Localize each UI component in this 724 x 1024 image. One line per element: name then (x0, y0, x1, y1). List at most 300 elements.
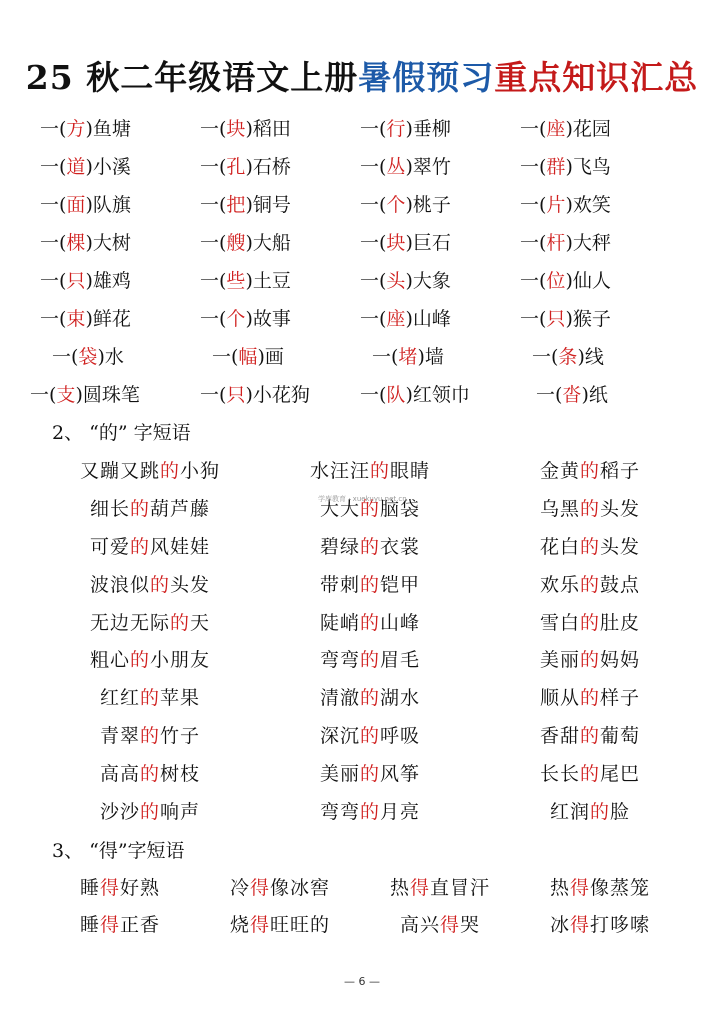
measure-word-item (40, 342, 200, 369)
section-heading-dei: 3、 “得”字短语 (52, 840, 185, 862)
measure-word-item (360, 380, 520, 407)
phrase-modifier: 沙沙 (99, 800, 140, 823)
particle-de: 的 (159, 460, 180, 483)
phrase-noun: 眼睛 (390, 460, 431, 483)
measure-word-noun: )小花狗 (245, 383, 310, 406)
phrase-noun: 头发 (170, 573, 211, 596)
measure-word-noun: )猴子 (565, 307, 611, 330)
measure-word-row (40, 298, 700, 336)
measure-word-answer: 座 (546, 117, 566, 140)
phrase-verb: 热 (389, 877, 410, 899)
phrase-item (480, 494, 700, 521)
measure-word-item (40, 152, 200, 179)
phrase-noun: 山峰 (380, 611, 421, 634)
phrase-row (40, 527, 700, 565)
measure-word-prefix: 一( (52, 345, 79, 368)
measure-word-row (40, 222, 700, 260)
title-part-grade: 25 秋二年级语文上册 (25, 58, 359, 97)
phrase-complement: 打哆嗦 (590, 914, 651, 936)
phrase-modifier: 陡峭 (319, 611, 360, 634)
measure-word-answer: 片 (546, 193, 566, 216)
measure-word-answer: 幅 (238, 345, 258, 368)
phrase-item (480, 759, 700, 786)
phrase-item (40, 683, 260, 710)
measure-word-answer: 艘 (226, 231, 246, 254)
measure-word-noun: )山峰 (405, 307, 451, 330)
phrase-complement: 像蒸笼 (590, 877, 651, 899)
phrase-verb: 热 (549, 877, 570, 899)
measure-word-prefix: 一( (40, 193, 67, 216)
measure-word-answer: 支 (56, 383, 76, 406)
measure-word-row (40, 146, 700, 184)
phrase-row (40, 868, 700, 905)
phrase-row (40, 753, 700, 791)
phrase-noun: 妈妈 (600, 649, 641, 672)
phrase-item (40, 570, 260, 597)
phrase-modifier: 美丽 (319, 762, 360, 785)
particle-de: 的 (359, 498, 380, 521)
measure-word-noun: )雄鸡 (85, 269, 131, 292)
measure-word-item (520, 228, 680, 255)
particle-de: 的 (579, 535, 600, 558)
phrase-complement: 旺旺的 (270, 914, 331, 936)
measure-word-item (200, 228, 360, 255)
phrase-modifier: 红润 (549, 800, 590, 823)
phrase-modifier: 青翠 (99, 724, 140, 747)
title-part-summary: 重点知识汇总 (494, 58, 699, 97)
phrase-modifier: 顺从 (539, 687, 580, 710)
phrase-modifier: 金黄 (539, 460, 580, 483)
measure-word-noun: )大秤 (565, 231, 611, 254)
phrase-modifier: 花白 (539, 535, 580, 558)
measure-word-item (200, 304, 360, 331)
measure-word-item (40, 114, 200, 141)
measure-word-noun: )大树 (85, 231, 131, 254)
phrase-item (200, 910, 360, 937)
phrase-noun: 铠甲 (380, 573, 421, 596)
phrase-item (260, 721, 480, 748)
phrase-noun: 树枝 (160, 762, 201, 785)
particle-de: 的 (359, 573, 380, 596)
measure-word-noun: )仙人 (565, 269, 611, 292)
page-title (0, 52, 724, 99)
phrase-noun: 响声 (160, 800, 201, 823)
dei-phrase-grid (40, 868, 700, 942)
particle-de: 的 (359, 800, 380, 823)
particle-dei: 得 (409, 877, 430, 899)
measure-word-item (40, 228, 200, 255)
measure-word-noun: )土豆 (245, 269, 291, 292)
phrase-complement: 哭 (460, 914, 481, 936)
measure-word-answer: 堵 (398, 345, 418, 368)
phrase-item (480, 608, 700, 635)
particle-de: 的 (359, 611, 380, 634)
measure-word-prefix: 一( (360, 155, 387, 178)
page-number: — 6 — (344, 975, 380, 988)
phrase-noun: 风筝 (380, 762, 421, 785)
phrase-item (480, 570, 700, 597)
phrase-noun: 葡萄 (600, 724, 641, 747)
measure-word-answer: 只 (66, 269, 86, 292)
phrase-modifier: 欢乐 (539, 573, 580, 596)
measure-word-answer: 面 (66, 193, 86, 216)
phrase-verb: 睡 (79, 914, 100, 936)
particle-de: 的 (139, 762, 160, 785)
phrase-modifier: 红红 (99, 687, 140, 710)
measure-word-row (40, 184, 700, 222)
particle-de: 的 (359, 724, 380, 747)
measure-word-noun: )圆珠笔 (75, 383, 140, 406)
phrase-modifier: 清澈 (319, 687, 360, 710)
phrase-noun: 小狗 (180, 460, 221, 483)
phrase-noun: 小朋友 (150, 649, 211, 672)
measure-word-item (360, 152, 520, 179)
measure-word-prefix: 一( (520, 307, 547, 330)
measure-word-item (520, 304, 680, 331)
phrase-noun: 衣裳 (380, 535, 421, 558)
measure-word-noun: )飞鸟 (565, 155, 611, 178)
phrase-noun: 呼吸 (380, 724, 421, 747)
phrase-modifier: 粗心 (89, 649, 130, 672)
measure-word-item (520, 380, 670, 407)
phrase-item (40, 797, 260, 824)
particle-de: 的 (579, 611, 600, 634)
measure-word-noun: )大象 (405, 269, 451, 292)
measure-word-answer: 块 (386, 231, 406, 254)
particle-de: 的 (579, 687, 600, 710)
measure-word-item (200, 342, 360, 369)
measure-word-prefix: 一( (520, 117, 547, 140)
phrase-modifier: 长长 (539, 762, 580, 785)
phrase-modifier: 又蹦又跳 (79, 460, 160, 483)
measure-word-item (520, 342, 680, 369)
particle-de: 的 (359, 535, 380, 558)
measure-word-prefix: 一( (532, 345, 559, 368)
measure-word-answer: 只 (226, 383, 246, 406)
phrase-modifier: 细长 (89, 498, 130, 521)
particle-de: 的 (579, 762, 600, 785)
phrase-noun: 尾巴 (600, 762, 641, 785)
measure-word-row (40, 336, 700, 374)
measure-word-row (40, 108, 700, 146)
phrase-item (480, 645, 700, 672)
particle-de: 的 (369, 460, 390, 483)
measure-word-answer: 块 (226, 117, 246, 140)
phrase-item (360, 910, 520, 937)
measure-word-noun: )画 (257, 345, 284, 368)
measure-word-item (520, 114, 680, 141)
measure-word-prefix: 一( (200, 155, 227, 178)
measure-word-prefix: 一( (360, 117, 387, 140)
measure-word-prefix: 一( (40, 269, 67, 292)
phrase-row (40, 602, 700, 640)
phrase-noun: 稻子 (600, 460, 641, 483)
measure-word-noun: )鱼塘 (85, 117, 131, 140)
measure-word-answer: 杆 (546, 231, 566, 254)
measure-word-prefix: 一( (40, 155, 67, 178)
measure-word-prefix: 一( (520, 269, 547, 292)
measure-word-grid (30, 108, 700, 412)
phrase-item (200, 873, 360, 900)
phrase-item (260, 608, 480, 635)
measure-word-prefix: 一( (520, 193, 547, 216)
measure-word-answer: 行 (386, 117, 406, 140)
measure-word-answer: 条 (558, 345, 578, 368)
measure-word-noun: )红领巾 (405, 383, 470, 406)
measure-word-prefix: 一( (200, 269, 227, 292)
phrase-item (40, 645, 260, 672)
phrase-modifier: 水汪汪 (309, 460, 370, 483)
phrase-item (480, 797, 700, 824)
measure-word-prefix: 一( (536, 383, 563, 406)
phrase-noun: 样子 (600, 687, 641, 710)
phrase-modifier: 香甜 (539, 724, 580, 747)
phrase-item (260, 456, 480, 483)
phrase-verb: 烧 (229, 914, 250, 936)
measure-word-answer: 个 (386, 193, 406, 216)
phrase-noun: 苹果 (160, 687, 201, 710)
measure-word-item (360, 228, 520, 255)
phrase-row (40, 640, 700, 678)
measure-word-answer: 沓 (562, 383, 582, 406)
phrase-verb: 高兴 (399, 914, 440, 936)
phrase-noun: 月亮 (380, 800, 421, 823)
measure-word-answer: 座 (386, 307, 406, 330)
phrase-item (480, 721, 700, 748)
phrase-noun: 葫芦藤 (150, 498, 211, 521)
measure-word-answer: 束 (66, 307, 86, 330)
measure-word-noun: )墙 (417, 345, 444, 368)
measure-word-answer: 道 (66, 155, 86, 178)
measure-word-prefix: 一( (360, 383, 387, 406)
measure-word-prefix: 一( (520, 155, 547, 178)
measure-word-answer: 些 (226, 269, 246, 292)
measure-word-item (200, 114, 360, 141)
phrase-noun: 头发 (600, 535, 641, 558)
phrase-item (40, 608, 260, 635)
particle-dei: 得 (99, 877, 120, 899)
phrase-item (260, 532, 480, 559)
measure-word-answer: 队 (386, 383, 406, 406)
measure-word-noun: )翠竹 (405, 155, 451, 178)
measure-word-item (200, 266, 360, 293)
measure-word-item (360, 304, 520, 331)
phrase-noun: 鼓点 (600, 573, 641, 596)
measure-word-noun: )欢笑 (565, 193, 611, 216)
measure-word-prefix: 一( (40, 117, 67, 140)
measure-word-prefix: 一( (200, 307, 227, 330)
phrase-complement: 正香 (120, 914, 161, 936)
measure-word-prefix: 一( (360, 269, 387, 292)
particle-dei: 得 (249, 914, 270, 936)
measure-word-item (360, 266, 520, 293)
section-heading-de: 2、 “的” 字短语 (52, 422, 191, 444)
phrase-row (40, 791, 700, 829)
particle-dei: 得 (439, 914, 460, 936)
measure-word-prefix: 一( (40, 307, 67, 330)
phrase-complement: 像冰窖 (270, 877, 331, 899)
measure-word-item (200, 190, 360, 217)
particle-dei: 得 (249, 877, 270, 899)
measure-word-answer: 袋 (78, 345, 98, 368)
phrase-modifier: 无边无际 (89, 611, 170, 634)
particle-dei: 得 (99, 914, 120, 936)
measure-word-noun: )队旗 (85, 193, 131, 216)
phrase-item (360, 873, 520, 900)
measure-word-item (40, 190, 200, 217)
measure-word-answer: 位 (546, 269, 566, 292)
particle-de: 的 (589, 800, 610, 823)
phrase-modifier: 雪白 (539, 611, 580, 634)
phrase-item (40, 456, 260, 483)
measure-word-prefix: 一( (360, 307, 387, 330)
measure-word-item (520, 190, 680, 217)
phrase-modifier: 可爱 (89, 535, 130, 558)
particle-de: 的 (129, 535, 150, 558)
watermark: 学库教育 · xuekuyu.net.cn (318, 495, 407, 503)
measure-word-item (360, 114, 520, 141)
measure-word-prefix: 一( (200, 231, 227, 254)
measure-word-noun: )花园 (565, 117, 611, 140)
measure-word-item (40, 304, 200, 331)
phrase-noun: 肚皮 (600, 611, 641, 634)
measure-word-item (200, 380, 360, 407)
measure-word-answer: 棵 (66, 231, 86, 254)
measure-word-noun: )水 (97, 345, 124, 368)
phrase-item (40, 721, 260, 748)
phrase-row (40, 716, 700, 754)
phrase-modifier: 深沉 (319, 724, 360, 747)
phrase-item (520, 873, 680, 900)
particle-de: 的 (359, 687, 380, 710)
measure-word-prefix: 一( (200, 383, 227, 406)
particle-de: 的 (579, 498, 600, 521)
measure-word-noun: )小溪 (85, 155, 131, 178)
phrase-item (480, 532, 700, 559)
phrase-item (260, 645, 480, 672)
measure-word-noun: )垂柳 (405, 117, 451, 140)
phrase-item (480, 456, 700, 483)
measure-word-answer: 把 (226, 193, 246, 216)
measure-word-prefix: 一( (200, 193, 227, 216)
phrase-item (260, 797, 480, 824)
measure-word-noun: )大船 (245, 231, 291, 254)
measure-word-answer: 只 (546, 307, 566, 330)
measure-word-noun: )故事 (245, 307, 291, 330)
phrase-complement: 好熟 (120, 877, 161, 899)
phrase-item (40, 532, 260, 559)
measure-word-prefix: 一( (520, 231, 547, 254)
phrase-noun: 眉毛 (380, 649, 421, 672)
phrase-noun: 湖水 (380, 687, 421, 710)
phrase-row (40, 905, 700, 942)
phrase-modifier: 高高 (99, 762, 140, 785)
measure-word-noun: )桃子 (405, 193, 451, 216)
particle-de: 的 (359, 649, 380, 672)
title-part-preview: 暑假预习 (358, 58, 495, 97)
phrase-modifier: 带刺 (319, 573, 360, 596)
phrase-modifier: 乌黑 (539, 498, 580, 521)
particle-de: 的 (139, 724, 160, 747)
particle-de: 的 (139, 687, 160, 710)
measure-word-answer: 方 (66, 117, 86, 140)
particle-dei: 得 (569, 877, 590, 899)
measure-word-prefix: 一( (372, 345, 399, 368)
measure-word-item (520, 152, 680, 179)
particle-dei: 得 (569, 914, 590, 936)
phrase-modifier: 美丽 (539, 649, 580, 672)
measure-word-item (30, 380, 200, 407)
phrase-modifier: 波浪似 (89, 573, 150, 596)
measure-word-answer: 群 (546, 155, 566, 178)
measure-word-prefix: 一( (30, 383, 57, 406)
particle-de: 的 (579, 724, 600, 747)
phrase-row (40, 451, 700, 489)
measure-word-answer: 孔 (226, 155, 246, 178)
particle-de: 的 (579, 460, 600, 483)
phrase-noun: 风娃娃 (150, 535, 211, 558)
measure-word-noun: )石桥 (245, 155, 291, 178)
particle-de: 的 (579, 649, 600, 672)
phrase-verb: 睡 (79, 877, 100, 899)
particle-de: 的 (579, 573, 600, 596)
measure-word-row (40, 260, 700, 298)
measure-word-noun: )线 (577, 345, 604, 368)
phrase-item (260, 759, 480, 786)
measure-word-prefix: 一( (40, 231, 67, 254)
phrase-verb: 冰 (549, 914, 570, 936)
measure-word-noun: )巨石 (405, 231, 451, 254)
measure-word-item (200, 152, 360, 179)
phrase-noun: 天 (190, 611, 211, 634)
phrase-modifier: 弯弯 (319, 649, 360, 672)
measure-word-answer: 丛 (386, 155, 406, 178)
phrase-item (40, 873, 200, 900)
measure-word-prefix: 一( (200, 117, 227, 140)
measure-word-row (30, 374, 700, 412)
measure-word-item (360, 342, 520, 369)
phrase-noun: 头发 (600, 498, 641, 521)
measure-word-item (40, 266, 200, 293)
measure-word-answer: 头 (386, 269, 406, 292)
particle-de: 的 (129, 498, 150, 521)
phrase-row (40, 678, 700, 716)
measure-word-item (360, 190, 520, 217)
phrase-modifier: 碧绿 (319, 535, 360, 558)
phrase-item (520, 910, 680, 937)
measure-word-noun: )鲜花 (85, 307, 131, 330)
measure-word-noun: )铜号 (245, 193, 291, 216)
particle-de: 的 (359, 762, 380, 785)
measure-word-prefix: 一( (360, 193, 387, 216)
phrase-item (40, 494, 260, 521)
phrase-verb: 冷 (229, 877, 250, 899)
phrase-item (480, 683, 700, 710)
measure-word-item (520, 266, 680, 293)
particle-de: 的 (129, 649, 150, 672)
measure-word-answer: 个 (226, 307, 246, 330)
phrase-noun: 竹子 (160, 724, 201, 747)
measure-word-prefix: 一( (360, 231, 387, 254)
particle-de: 的 (149, 573, 170, 596)
particle-de: 的 (169, 611, 190, 634)
measure-word-prefix: 一( (212, 345, 239, 368)
particle-de: 的 (139, 800, 160, 823)
phrase-modifier: 弯弯 (319, 800, 360, 823)
phrase-noun: 脸 (610, 800, 631, 823)
measure-word-noun: )稻田 (245, 117, 291, 140)
measure-word-noun: )纸 (581, 383, 608, 406)
